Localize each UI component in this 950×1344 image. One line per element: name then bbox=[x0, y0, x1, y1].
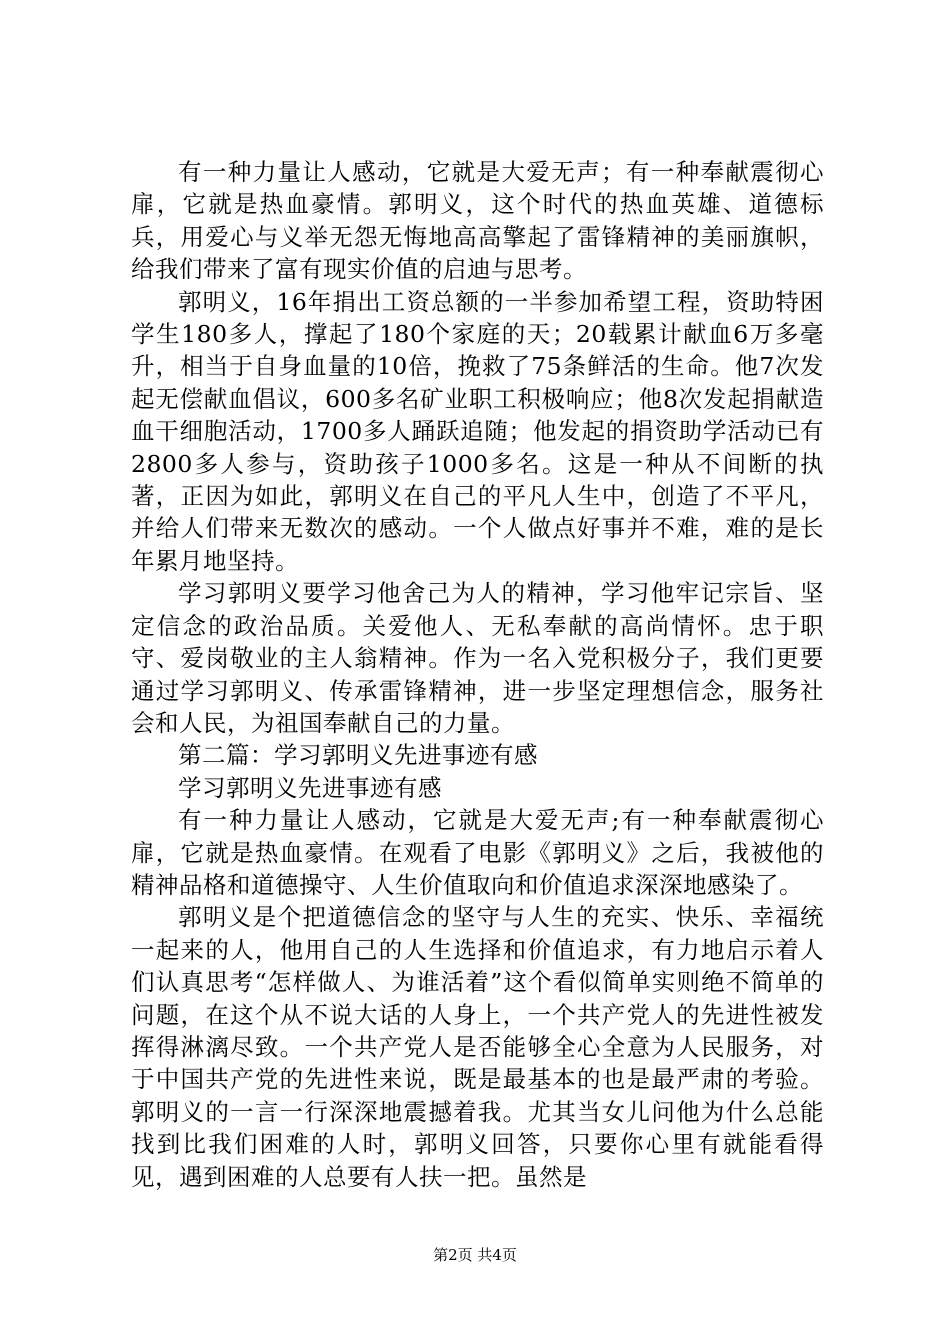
paragraph-reflection: 郭明义是个把道德信念的坚守与人生的充实、快乐、幸福统一起来的人，他用自己的人生选择和价值追求，有力地启示着人们认真思考“怎样做人、为谁活着”这个看似简单实则绝不简单的问题，在这个从不说大话的人身上，一个共产党人的先进性被发挥得淋漓尽致。一个共产党人是否能够全心全意为人民服务，对于中国共产党的先进性来说，既是最基本的也是最严肃的考验。郭明义的一言一行深深地震撼着我。尤其当女儿问他为什么总能找到比我们困难的人时，郭明义回答，只要你心里有就能看得见，遇到困难的人总要有人扶一把。虽然是 bbox=[131, 903, 824, 1191]
paragraph-learning: 学习郭明义要学习他舍己为人的精神，学习他牢记宗旨、坚定信念的政治品质。关爱他人、无私奉献的高尚情怀。忠于职守、爱岗敬业的主人翁精神。作为一名入党积极分子，我们更要通过学习郭明义、传承雷锋精神，进一步坚定理想信念，服务社会和人民，为祖国奉献自己的力量。 bbox=[131, 579, 824, 737]
document-body bbox=[131, 156, 824, 1193]
page-number-footer: 第2页 共4页 bbox=[433, 1246, 517, 1264]
paragraph-film: 有一种力量让人感动，它就是大爱无声;有一种奉献震彻心扉，它就是热血豪情。在观看了电影《郭明义》之后，我被他的精神品格和道德操守、人生价值取向和价值追求深深地感染了。 bbox=[131, 806, 824, 899]
section-heading: 第二篇：学习郭明义先进事迹有感 bbox=[178, 741, 538, 770]
paragraph-deeds: 郭明义，16年捐出工资总额的一半参加希望工程，资助特困学生180多人，撑起了180个家庭的天；20载累计献血6万多毫升，相当于自身血量的10倍，挽救了75条鲜活的生命。他7次发起无偿献血倡议，600多名矿业职工积极响应；他8次发起捐献造血干细胞活动，1700多人踊跃追随；他发起的捐资助学活动已有2800多人参与，资助孩子1000多名。这是一种从不间断的执著，正因为如此，郭明义在自己的平凡人生中，创造了不平凡，并给人们带来无数次的感动。一个人做点好事并不难，难的是长年累月地坚持。 bbox=[131, 287, 824, 575]
paragraph-intro: 有一种力量让人感动，它就是大爱无声；有一种奉献震彻心扉，它就是热血豪情。郭明义，这个时代的热血英雄、道德标兵，用爱心与义举无怨无悔地高高擎起了雷锋精神的美丽旗帜，给我们带来了富有现实价值的启迪与思考。 bbox=[131, 158, 824, 284]
section-title: 学习郭明义先进事迹有感 bbox=[178, 773, 442, 802]
